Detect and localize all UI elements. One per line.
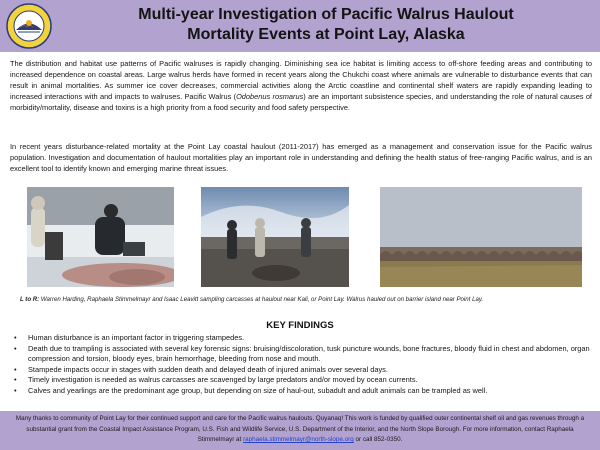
bullet-icon: • — [14, 385, 17, 395]
list-item — [14, 333, 590, 344]
finding-text: Calves and yearlings are the predominant age group, but depending on size of haul-out, subadult and adult animals can be trampled as well. — [28, 385, 488, 395]
footer-acknowledgements — [0, 411, 600, 450]
contact-email-link[interactable]: raphaela.stimmelmayr@north-slope.org — [243, 436, 354, 443]
intro-p1-start: The distribution and habitat use patterns of Pacific walruses is rapidly changing. Diminishing sea ice habitat is limiting access to off-shore feeding areas and contributing to increased dependence on coastal areas. Large walrus herds have formed in recent years along the Chukchi coast where animals are vulnerable to disturbance events that can result in animal mortalities. As summer ice cover decreases, commercial activities along the Arctic coastline and continental shelf waters are rapidly expanding leading to increased interactions with and impacts to walruses. Pacific Walrus ( — [10, 59, 592, 101]
bullet-icon: • — [14, 343, 17, 353]
photo-beach-carcass — [201, 187, 349, 287]
intro-paragraph-1 — [10, 58, 592, 113]
list-item — [14, 386, 590, 397]
photo-sampling-carcass — [27, 187, 174, 287]
intro-p1-end: ) are an important subsistence species, and understanding the role of natural causes of morbidity/mortality, disease and toxins is a high priority from a food security and food safety perspective. — [10, 92, 592, 112]
caption-text: Warren Harding, Raphaela Stimmelmayr and Isaac Leavitt sampling carcasses at haulout near Kali, or Point Lay. Walrus hauled out on barrier island near Point Lay. — [39, 296, 484, 303]
photo-walrus-haulout — [380, 187, 582, 287]
finding-text: Human disturbance is an important factor in triggering stampedes. — [28, 333, 245, 342]
title-line-1: Multi-year Investigation of Pacific Walrus Haulout — [138, 6, 514, 23]
key-findings-heading: KEY FINDINGS — [266, 320, 334, 331]
header-banner — [0, 0, 600, 52]
bullet-icon: • — [14, 375, 17, 384]
north-slope-borough-seal-logo — [6, 3, 52, 49]
list-item — [14, 375, 590, 386]
caption-lead: L to R: — [20, 296, 40, 303]
finding-text: Death due to trampling is associated with several key forensic signs: bruising/discoloration, tusk puncture wounds, bone fractures, bloody fluid in chest and abdomen, organ compression and torsion, bloody eyes, brain hemorrhage, bleeding from nose and mouth. — [28, 343, 590, 363]
finding-text: Stampede impacts occur in stages with sudden death and delayed death of injured animals over several days. — [28, 364, 388, 374]
photo-caption — [20, 296, 595, 304]
intro-paragraph-2: In recent years disturbance-related mortality at the Point Lay coastal haulout (2011-2017) has emerged as a management and conservation issue for the Pacific walrus population. Investigation and documentation of haulout mortalities play an important role in understanding and defining the health status of free-ranging Pacific walrus, and is an excellent tool to identify known and emerging marine threat issues. — [10, 142, 592, 173]
footer-text: Many thanks to community of Point Lay for their continued support and care for the Pacific walrus haulouts. Quyanaq! This work is funded by qualified outer continental shelf oil and gas revenues through a substantial grant from the Coastal Impact Assistance Program, U.S. Fish and Wildlife Service, U.S. Department of the Interior, and the North Slope Borough. For more information, contact Raphaela Stimmelmayr at — [15, 415, 585, 443]
bullet-icon: • — [14, 364, 17, 374]
footer-text-end: or call 852-0350. — [353, 436, 403, 443]
list-item — [14, 365, 590, 376]
species-name: Odobenus rosmarus — [236, 92, 304, 101]
list-item — [14, 344, 590, 365]
page-title — [60, 5, 592, 45]
title-line-2: Mortality Events at Point Lay, Alaska — [187, 26, 465, 43]
key-findings-list — [14, 333, 590, 396]
finding-text: Timely investigation is needed as walrus carcasses are scavenged by large predators and/or moved by ocean currents. — [28, 375, 418, 384]
bullet-icon: • — [14, 333, 17, 342]
